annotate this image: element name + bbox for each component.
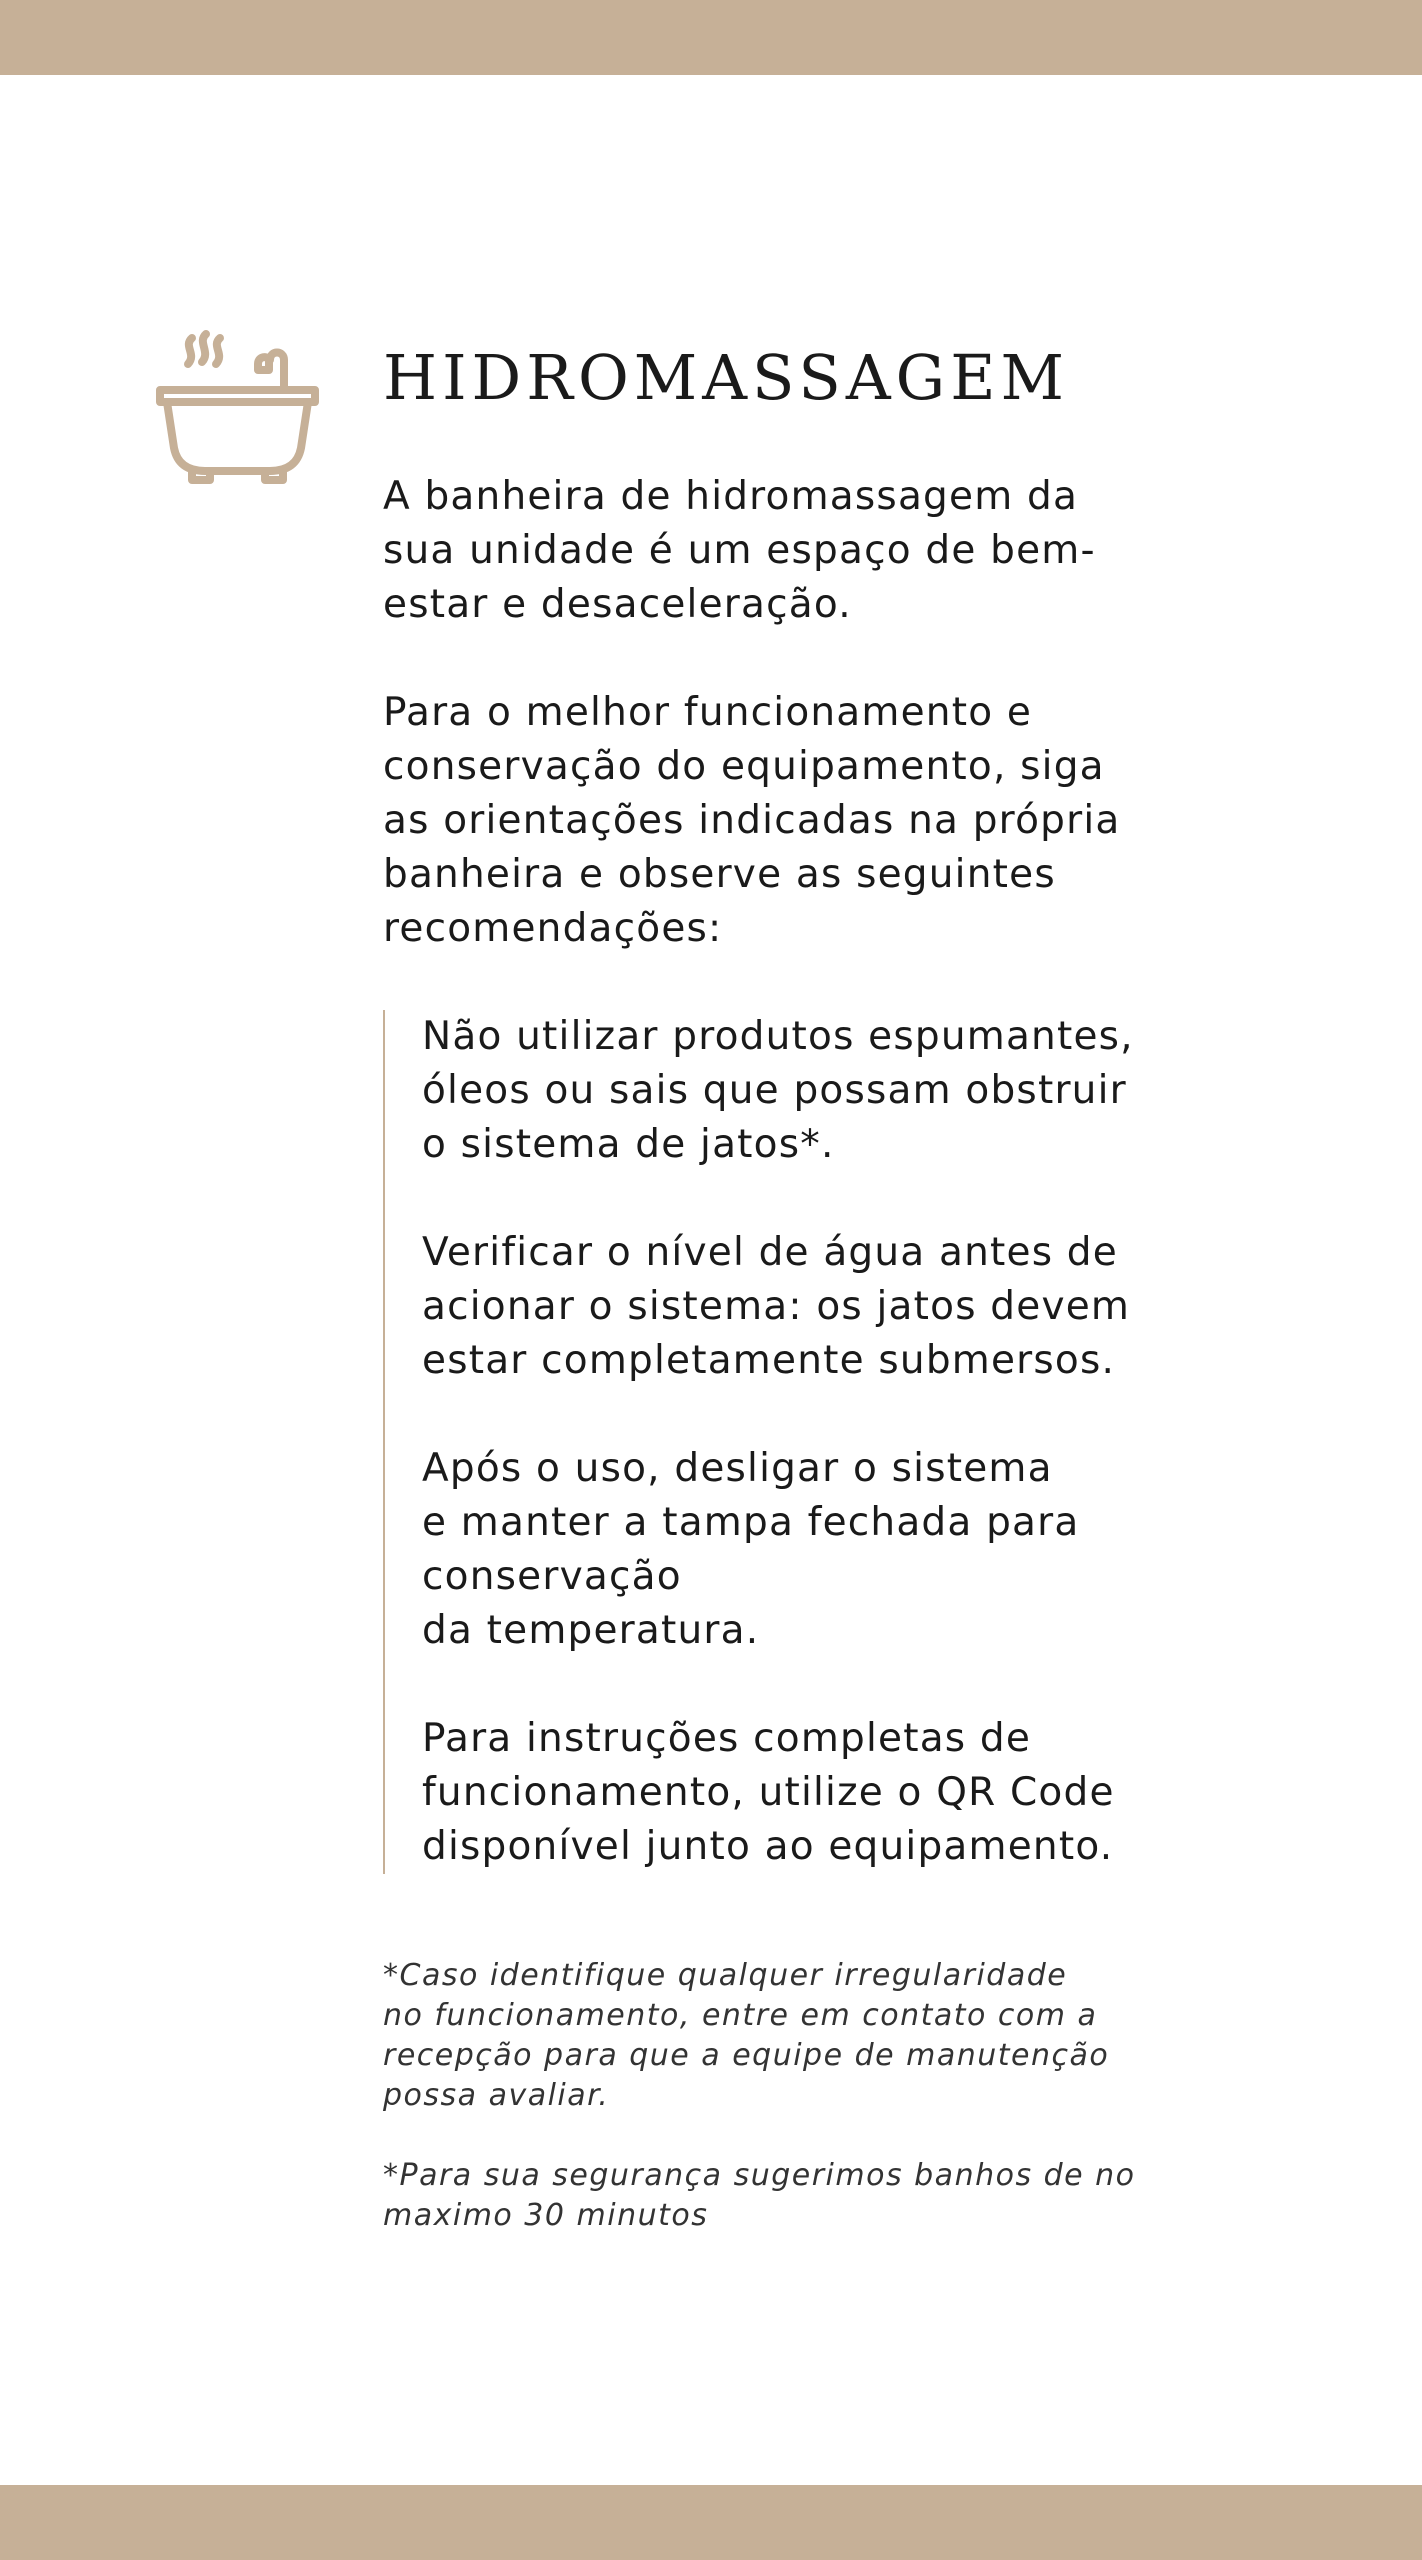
recommendation-item: Após o uso, desligar o sistema e manter a tampa fechada para conservação da temperatura. bbox=[422, 1446, 1080, 1653]
maintenance-note: *Caso identifique qualquer irregularidade no funcionamento, entre em contato com a recepção para que a equipe de manutenção possa avaliar. bbox=[383, 1958, 1110, 2113]
intro-paragraph: A banheira de hidromassagem da sua unidade é um espaço de bem- estar e desaceleração. bbox=[383, 474, 1096, 627]
top-accent-band bbox=[0, 0, 1422, 75]
content-column bbox=[383, 470, 1183, 2276]
instructions-paragraph: Para o melhor funcionamento e conservação do equipamento, siga as orientações indicadas na própria banheira e observe as seguintes recomendações: bbox=[383, 690, 1121, 951]
recommendation-item: Verificar o nível de água antes de acionar o sistema: os jatos devem estar completamente submersos. bbox=[422, 1230, 1131, 1383]
recommendation-item: Não utilizar produtos espumantes, óleos ou sais que possam obstruir o sistema de jatos*. bbox=[422, 1014, 1134, 1167]
bottom-accent-band bbox=[0, 2485, 1422, 2560]
safety-note: *Para sua segurança sugerimos banhos de no maximo 30 minutos bbox=[383, 2158, 1136, 2233]
recommendation-item: Para instruções completas de funcionamento, utilize o QR Code disponível junto ao equipamento. bbox=[422, 1716, 1115, 1869]
bathtub-icon bbox=[150, 330, 325, 490]
recommendations-list bbox=[383, 1010, 1183, 1874]
page-title: HIDROMASSAGEM bbox=[383, 341, 1069, 414]
